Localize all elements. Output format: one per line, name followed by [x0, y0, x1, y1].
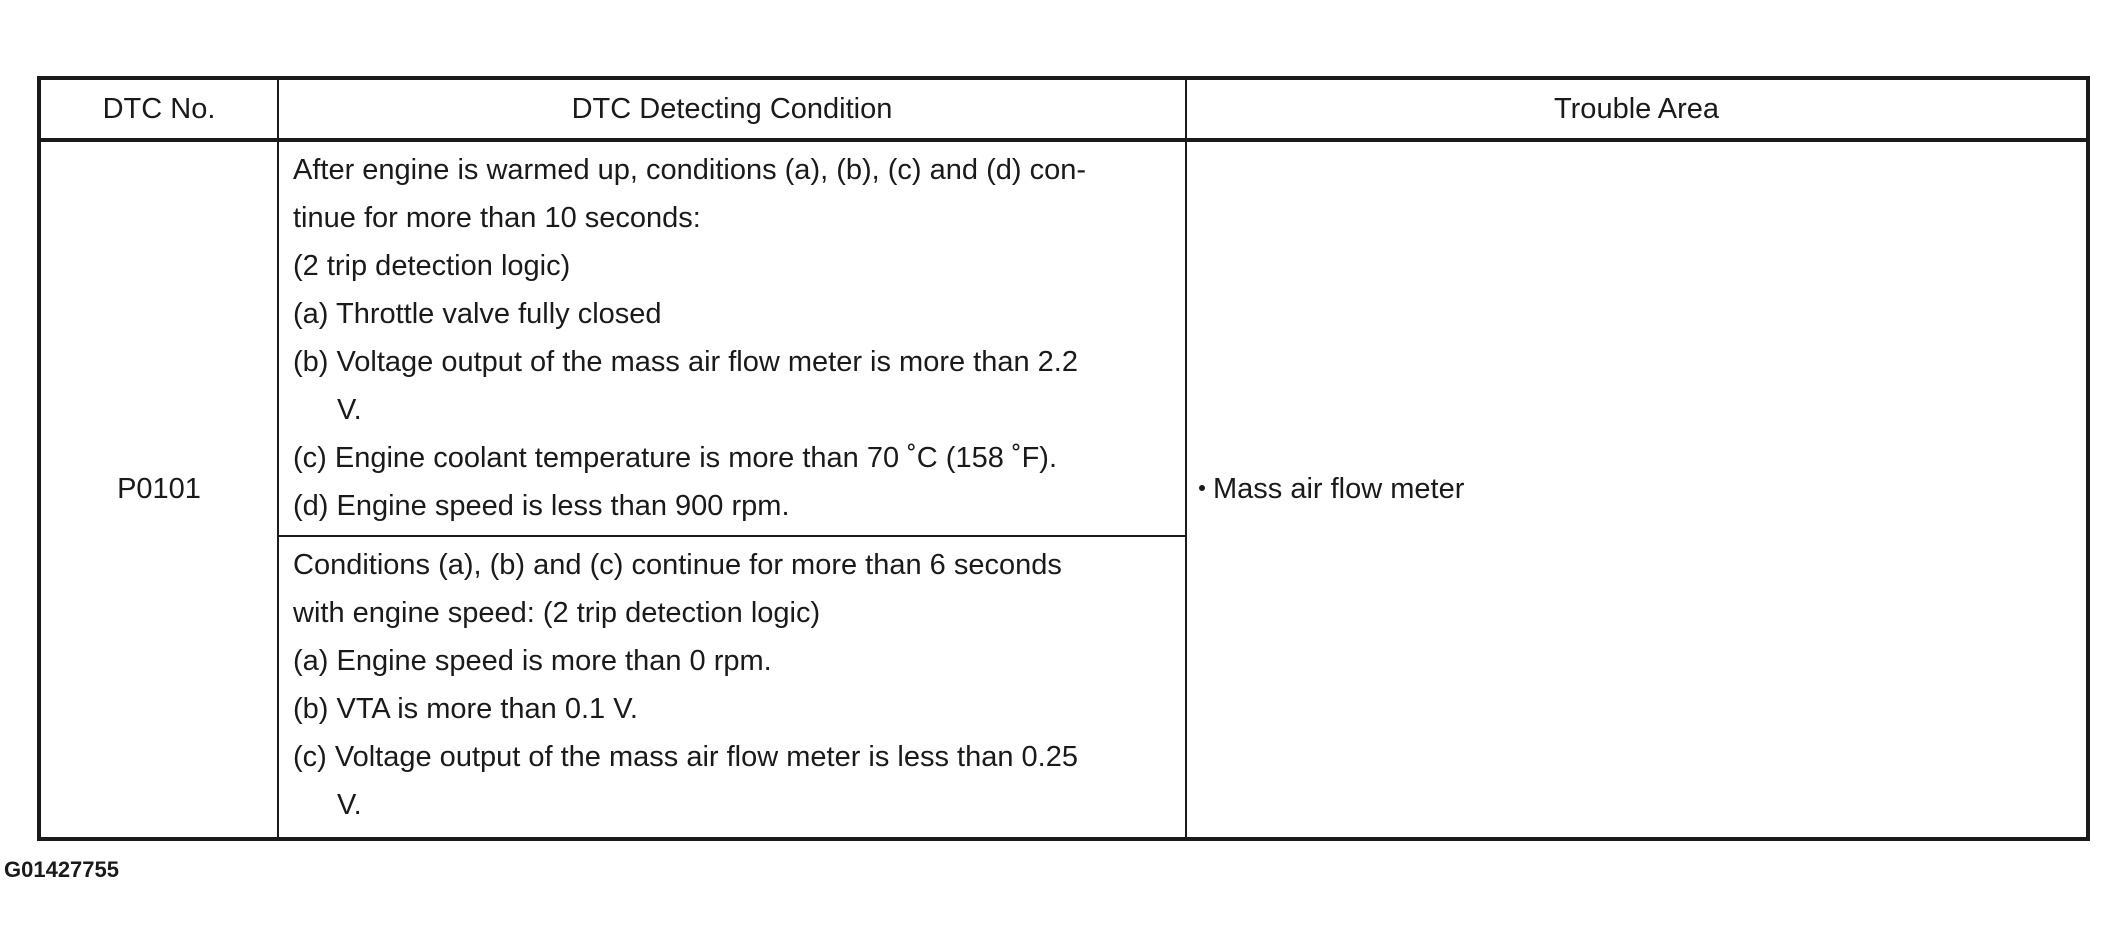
condition-block-1	[278, 140, 1186, 536]
condition-line: (d) Engine speed is less than 900 rpm.	[293, 490, 790, 522]
condition-block-2	[278, 536, 1186, 839]
condition-line: (b) VTA is more than 0.1 V.	[293, 693, 638, 725]
bullet-icon	[1199, 485, 1205, 491]
condition-line: Conditions (a), (b) and (c) continue for more than 6 seconds	[293, 549, 1062, 581]
condition-line: (a) Throttle valve fully closed	[293, 298, 662, 330]
trouble-area-text: Mass air flow meter	[1213, 473, 1465, 505]
condition-line: V.	[337, 789, 362, 821]
condition-line: V.	[337, 394, 362, 426]
trouble-area-cell	[1186, 140, 2088, 839]
dtc-number-cell: P0101	[39, 140, 278, 839]
figure-id: G01427755	[4, 857, 119, 882]
condition-line: (a) Engine speed is more than 0 rpm.	[293, 645, 772, 677]
condition-line: (2 trip detection logic)	[293, 250, 571, 282]
condition-line: tinue for more than 10 seconds:	[293, 202, 701, 234]
table-header-row	[39, 78, 2088, 140]
table-row	[39, 140, 2088, 536]
condition-line: (b) Voltage output of the mass air flow meter is more than 2.2	[293, 346, 1078, 378]
condition-line: (c) Voltage output of the mass air flow meter is less than 0.25	[293, 741, 1078, 773]
dtc-table	[37, 76, 2090, 841]
header-trouble-area: Trouble Area	[1186, 78, 2088, 140]
condition-line: After engine is warmed up, conditions (a), (b), (c) and (d) con-	[293, 154, 1086, 186]
header-dtc-no: DTC No.	[39, 78, 278, 140]
condition-line: (c) Engine coolant temperature is more than 70 ˚C (158 ˚F).	[293, 442, 1057, 474]
header-detecting-condition: DTC Detecting Condition	[278, 78, 1186, 140]
condition-line: with engine speed: (2 trip detection logic)	[293, 597, 821, 629]
